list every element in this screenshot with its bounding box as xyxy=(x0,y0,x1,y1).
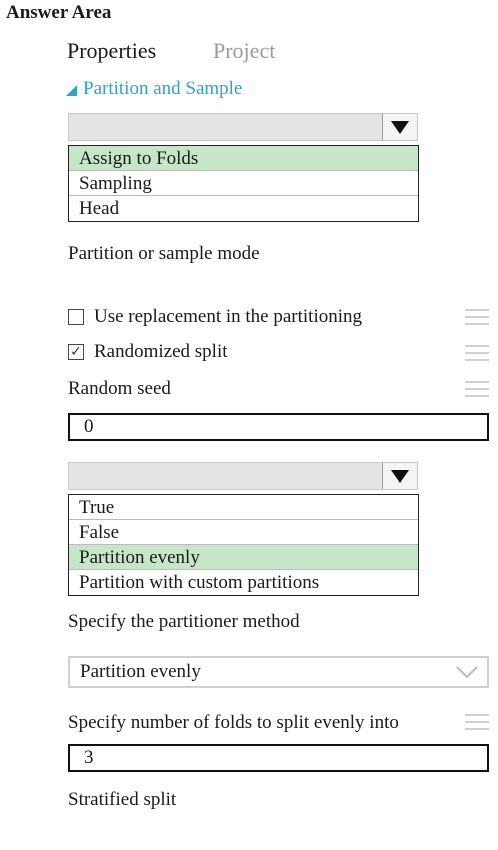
random-seed-input[interactable]: 0 xyxy=(68,413,489,441)
randomized-split-menu-icon[interactable] xyxy=(465,345,489,366)
folds-input[interactable]: 3 xyxy=(68,744,489,772)
partitioner-dropdown-list xyxy=(68,494,419,596)
mode-option-head[interactable]: Head xyxy=(79,198,120,219)
randomized-split-checkbox[interactable] xyxy=(68,344,84,360)
folds-label: Specify number of folds to split evenly into xyxy=(68,712,399,733)
random-seed-label: Random seed xyxy=(68,378,171,399)
partitioner-dropdown-head[interactable] xyxy=(68,462,418,490)
use-replacement-checkbox[interactable] xyxy=(68,309,84,325)
mode-dropdown-arrow[interactable] xyxy=(382,114,417,140)
use-replacement-label: Use replacement in the partitioning xyxy=(94,306,363,327)
partitioner-dropdown-arrow[interactable] xyxy=(382,463,417,489)
mode-label: Partition or sample mode xyxy=(68,243,260,264)
randomized-split-row[interactable] xyxy=(68,341,228,363)
partitioner-method-label: Specify the partitioner method xyxy=(68,611,300,632)
random-seed-menu-icon[interactable] xyxy=(465,381,489,402)
dropdown-arrow-icon xyxy=(391,470,409,483)
dropdown-arrow-icon xyxy=(391,121,409,134)
partitioner-select[interactable] xyxy=(68,656,489,688)
use-replacement-menu-icon[interactable] xyxy=(465,309,489,330)
tab-properties[interactable]: Properties xyxy=(67,38,157,63)
partitioner-select-value: Partition evenly xyxy=(80,661,201,682)
section-partition-and-sample[interactable] xyxy=(66,78,242,100)
randomized-split-label: Randomized split xyxy=(94,341,228,362)
mode-option-sampling[interactable]: Sampling xyxy=(69,171,418,196)
answer-area-title: Answer Area xyxy=(6,2,112,23)
partitioner-option-false[interactable]: False xyxy=(69,520,418,545)
stratified-split-label: Stratified split xyxy=(68,789,177,810)
folds-menu-icon[interactable] xyxy=(465,714,489,735)
partitioner-option-partition-evenly[interactable]: Partition evenly xyxy=(69,545,418,570)
check-icon: ✓ xyxy=(70,344,82,360)
mode-dropdown-head[interactable] xyxy=(68,113,418,141)
mode-dropdown-list xyxy=(68,145,419,222)
tab-project[interactable]: Project xyxy=(213,38,276,63)
partitioner-option-custom[interactable]: Partition with custom partitions xyxy=(79,572,320,593)
partitioner-option-true[interactable]: True xyxy=(69,495,418,520)
chevron-down-icon xyxy=(455,664,479,680)
mode-option-assign-to-folds[interactable]: Assign to Folds xyxy=(69,146,418,171)
collapse-triangle-icon xyxy=(66,85,77,96)
section-label: Partition and Sample xyxy=(83,78,243,99)
use-replacement-row[interactable] xyxy=(68,306,362,328)
